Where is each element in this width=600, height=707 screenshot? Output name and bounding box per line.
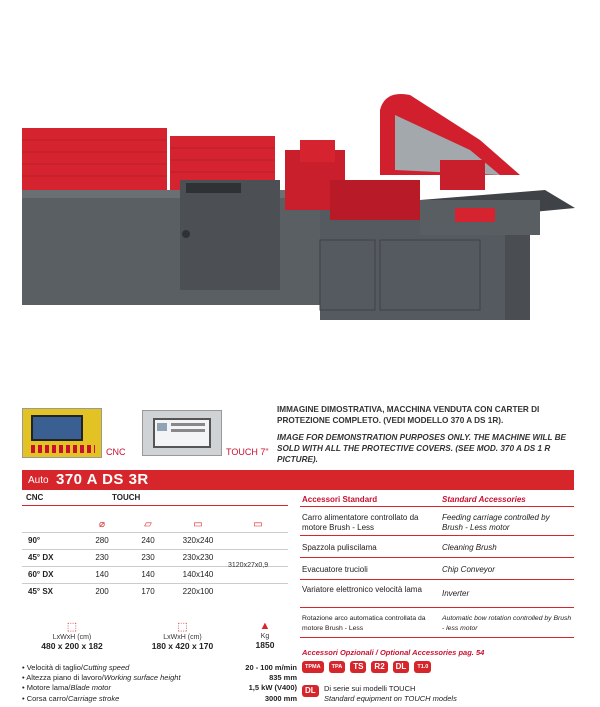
blade-size-value: 3120x27x0,9 — [228, 562, 269, 569]
badge-ts: TS — [350, 661, 366, 673]
rect-cell: 220x100 — [182, 587, 214, 597]
cnc-panel-label: CNC — [106, 447, 126, 457]
rectangle-section-icon: ▭ — [193, 519, 203, 531]
accessories-divider — [300, 506, 574, 507]
badge-r2: R2 — [371, 661, 387, 673]
square-cell: 170 — [141, 587, 155, 597]
rect-cell: 230x230 — [182, 553, 214, 562]
square-section-icon: ▱ — [144, 519, 152, 531]
list-item: Evacuatore trucioli Chip Conveyor — [300, 558, 574, 580]
caption-english: IMAGE FOR DEMONSTRATION PURPOSES ONLY. THE MACHINE WILL BE SOLD WITH ALL THE PROTECTIVE COVERS. (SEE MOD. 370 A DS 1 R PICTURE). — [277, 433, 566, 464]
touch-header: TOUCH — [112, 493, 141, 502]
optional-accessories-badges — [302, 661, 431, 673]
list-item: • Corsa carro/Carriage stroke 3000 mm — [22, 693, 297, 703]
model-title-bar — [22, 470, 574, 490]
badge-dl: DL — [393, 661, 410, 673]
square-cell: 140 — [141, 570, 155, 579]
model-name: 370 A DS 3R — [56, 471, 149, 488]
model-prefix: Auto — [28, 475, 49, 486]
angle-cell: 60° DX — [28, 570, 54, 579]
table-row — [22, 583, 288, 600]
rect-cell: 320x240 — [182, 536, 214, 545]
angle-cell: 45° DX — [28, 553, 54, 562]
cutting-capacity-table — [22, 518, 288, 600]
dl-note-english: Standard equipment on TOUCH models — [324, 694, 457, 703]
list-item: Rotazione arco automatica controllata da motore Brush - Less Automatic bow rotation controlled by Brush - less motor — [300, 608, 574, 638]
cnc-panel-image — [22, 408, 102, 458]
machine-footprint-icon: ⬚ — [177, 621, 188, 633]
cnc-header: CNC — [26, 493, 44, 502]
capacity-icon-row — [22, 518, 288, 532]
list-item: Carro alimentatore controllato da motore Brush - Less Feeding carriage controlled by Brush - Less motor — [300, 508, 574, 536]
badge-t10: T1.0 — [414, 661, 431, 673]
badge-tpma: TPMA — [302, 661, 324, 673]
machine-dimensions: ⬚ LxWxH (cm) 180 x 420 x 170 — [130, 620, 235, 651]
round-cell: 140 — [95, 570, 109, 579]
round-section-icon: ⌀ — [98, 519, 106, 531]
caption-italian: IMMAGINE DIMOSTRATIVA, MACCHINA VENDUTA CON CARTER DI PROTEZIONE COMPLETO. (VEDI MODELLO 370 A DS 1R). — [277, 405, 540, 425]
dl-badge: DL — [302, 685, 319, 697]
badge-tpa: TPA — [329, 661, 346, 673]
machine-weight: ▲ Kg 1850 — [240, 620, 290, 650]
dl-note-italian: Di serie sui modelli TOUCH — [324, 684, 416, 693]
list-item: • Velocità di taglio/Cutting speed 20 - 100 m/min — [22, 663, 297, 672]
list-item: • Altezza piano di lavoro/Working surface height 835 mm — [22, 673, 297, 683]
round-cell: 230 — [95, 553, 109, 562]
standard-accessories-list — [300, 508, 574, 638]
touch-panel-image — [142, 410, 222, 456]
optional-accessories-header: Accessori Opzionali / Optional Accessories pag. 54 — [302, 648, 485, 657]
header-divider — [22, 505, 288, 506]
packing-icon: ⬚ — [66, 621, 78, 633]
round-cell: 280 — [95, 536, 109, 545]
table-icon: ▭ — [253, 519, 263, 531]
angle-cell: 90° — [28, 536, 41, 545]
angle-cell: 45° SX — [28, 587, 53, 597]
square-cell: 230 — [141, 553, 155, 562]
list-item: Spazzola puliscilama Cleaning Brush — [300, 536, 574, 558]
standard-accessories-header-en: Standard Accessories — [442, 495, 526, 504]
table-row — [22, 532, 288, 549]
list-item: Variatore elettronico velocità lama Inverter — [300, 580, 574, 608]
round-cell: 200 — [95, 587, 109, 597]
list-item: • Motore lama/Blade motor 1,5 kW (V400) — [22, 683, 297, 693]
technical-features — [22, 663, 297, 704]
rect-cell: 140x140 — [182, 570, 214, 579]
standard-accessories-header-it: Accessori Standard — [302, 495, 378, 504]
weight-icon: ▲ — [259, 620, 271, 632]
packed-dimensions: ⬚ LxWxH (cm) 480 x 200 x 182 — [22, 620, 122, 651]
square-cell: 240 — [141, 536, 155, 545]
touch-panel-label: TOUCH 7" — [226, 447, 269, 457]
